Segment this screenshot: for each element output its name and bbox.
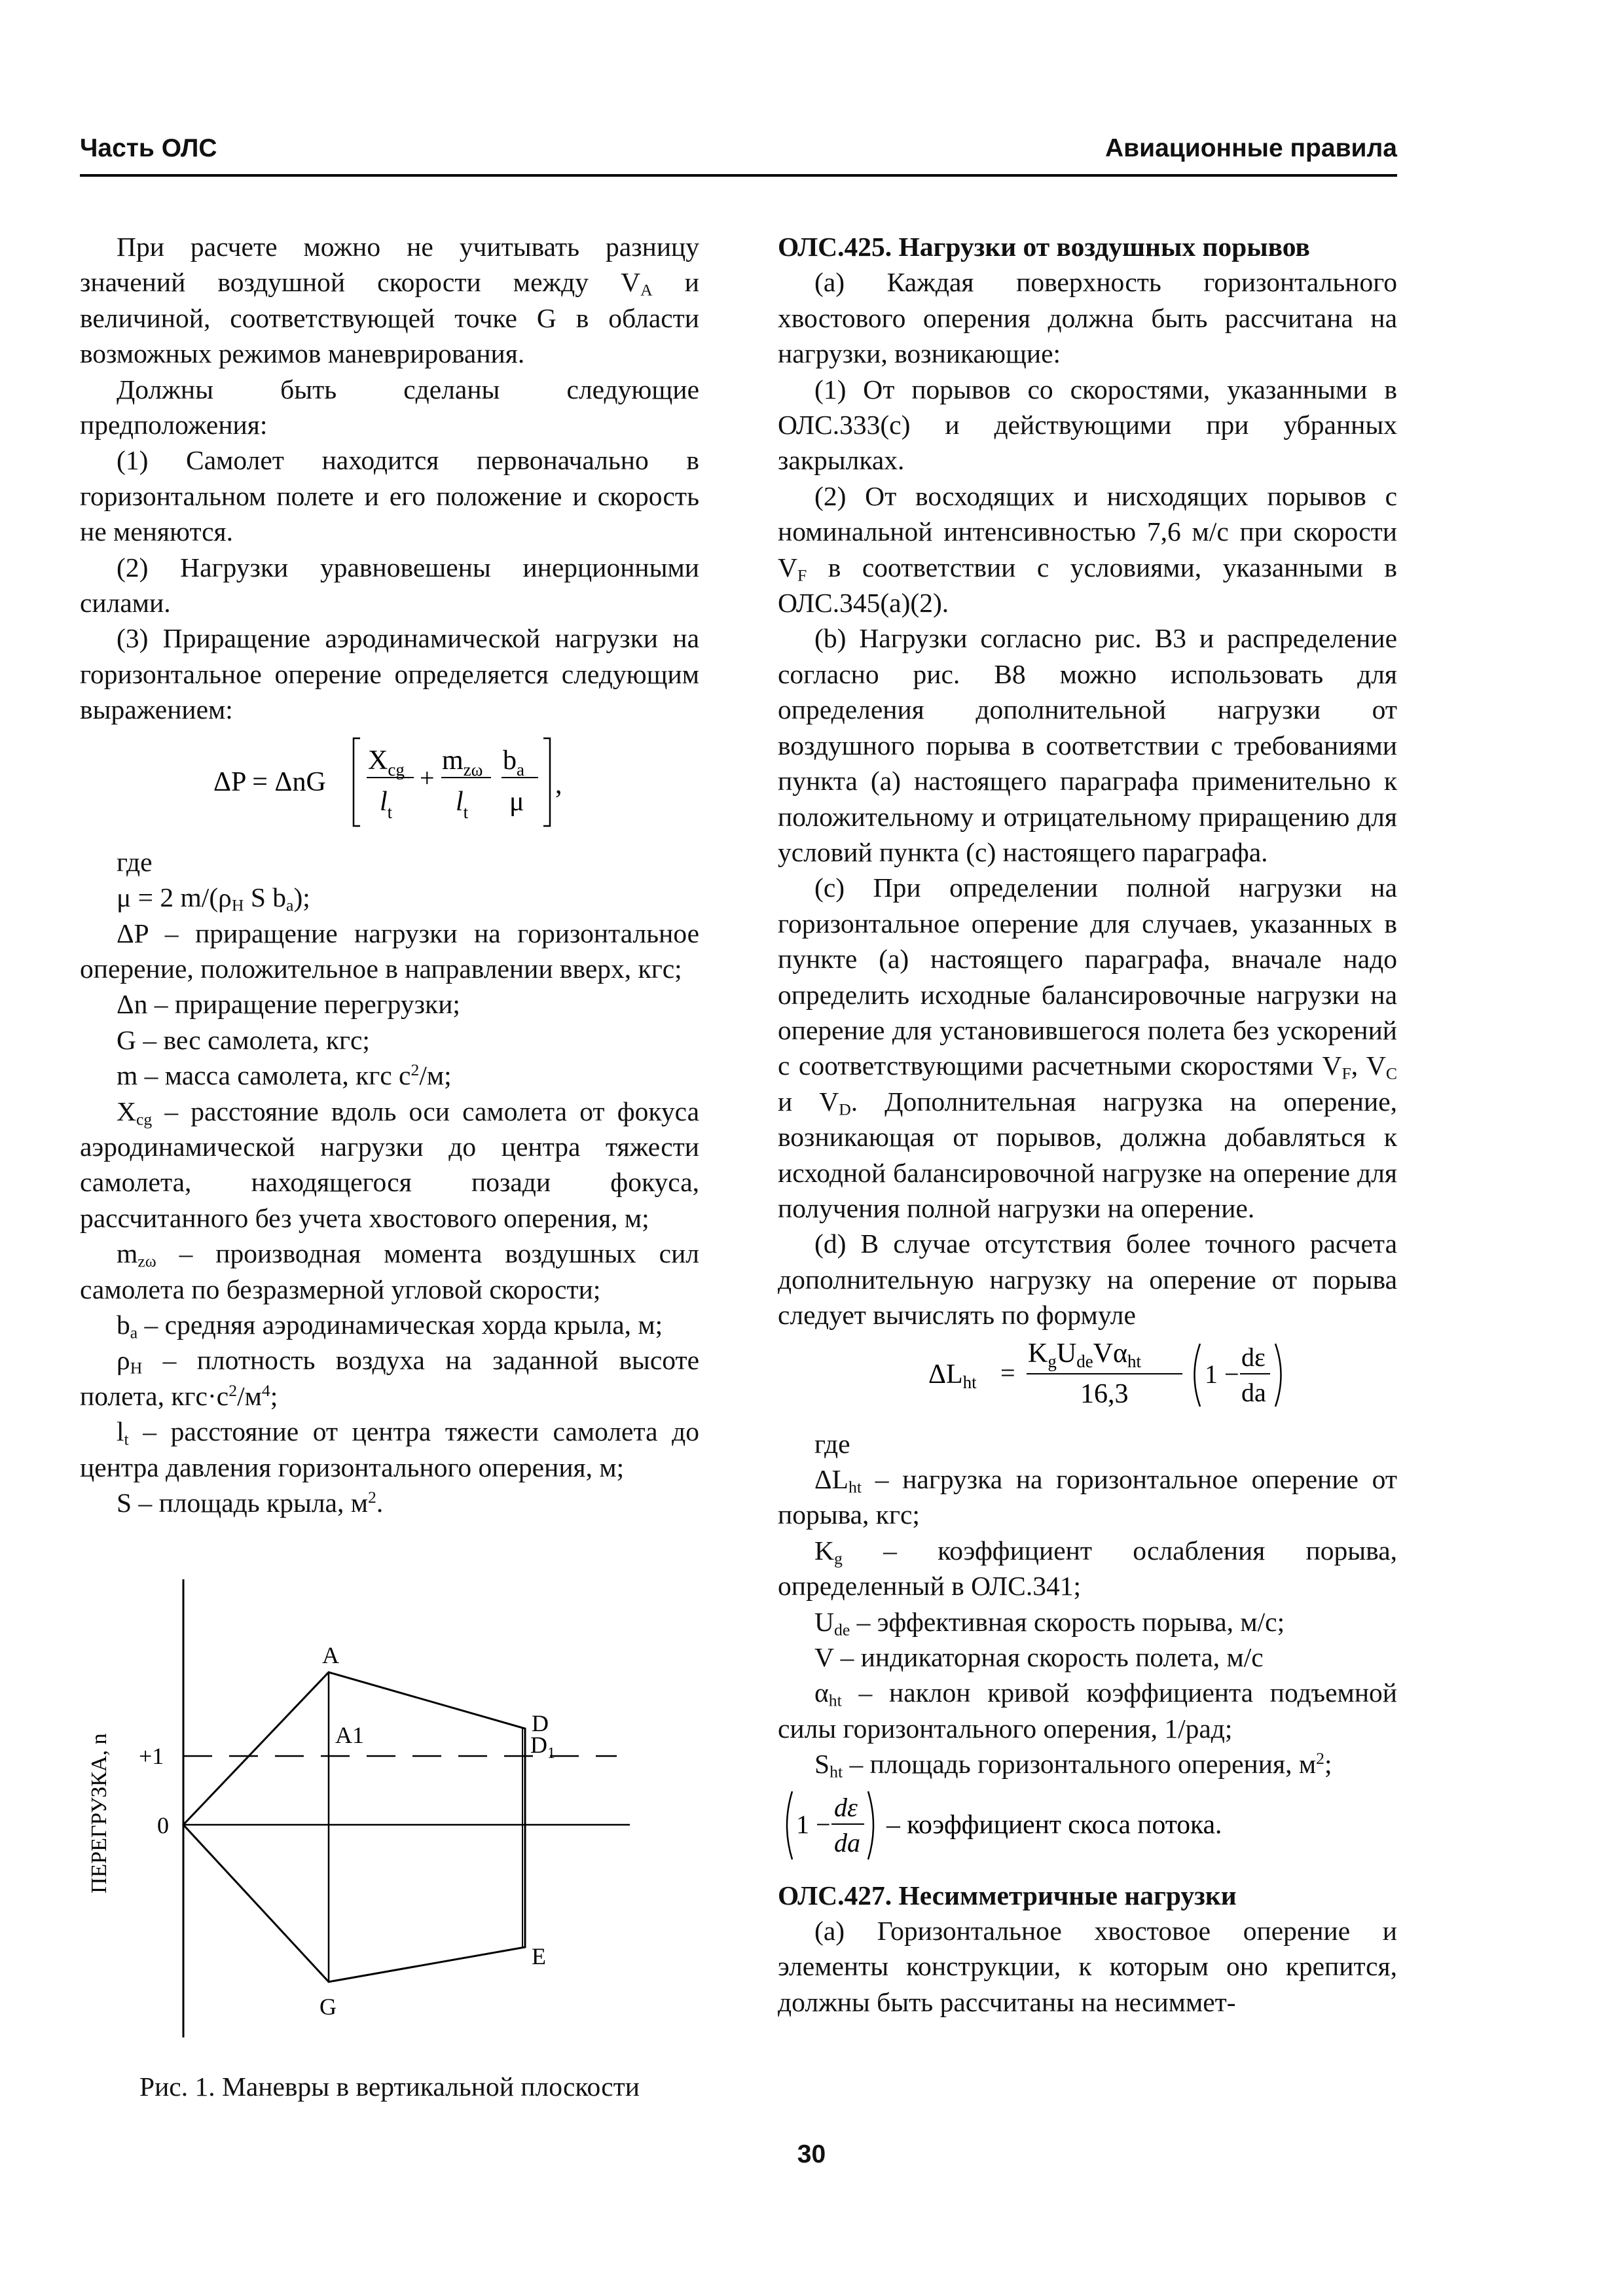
figure-caption: Рис. 1. Маневры в вертикальной плоскости — [139, 2071, 640, 2102]
svg-text:mzω: $m_{z\omega}$ — [442, 745, 483, 780]
svg-text:1 −: 1 − — [796, 1809, 831, 1839]
def-v: V – индикаторная скорость полета, м/с — [814, 1642, 1264, 1673]
running-header-left: Часть ОЛС — [80, 134, 217, 162]
y-axis-label: ПЕРЕГРУЗКА, n — [87, 1733, 111, 1894]
def-downwash — [778, 1787, 1397, 1863]
paragraph: (с) При определении полной нагрузки на горизонтальное оперение для случаев, указанных в пункте (а) настоящего параграфа, вначале надо определить исходные балансировочные нагрузки на оперение для установившегося полета без ускорений с соответствующими расчетными скоростями $V_F$, $V_C$ и $V_D$. Дополнительная нагрузка на оперение, возникающая от порывов, должна добавляться к исходной балансировочной нагрузке на оперение для получения полной нагрузки на оперение. — [778, 872, 1397, 1223]
def-dp: ΔP – приращение нагрузки на горизонтальное оперение, положительное в направлении вверх, кгс; — [80, 918, 699, 984]
point-a: A — [322, 1642, 339, 1669]
paragraph: (2) От восходящих и нисходящих порывов с номинальной интенсивностью 7,6 м/с при скорости $V_F$ в соответствии с условиями, указанными в ОЛС.345(а)(2). — [778, 480, 1397, 619]
svg-text:Xcg: $X_{cg}$ — [368, 745, 405, 780]
left-column — [80, 229, 699, 2109]
paragraph: (1) Самолет находится первоначально в горизонтальном полете и его положение и скорость не меняются. — [80, 445, 699, 547]
def-xcg: $X_{cg}$ – расстояние вдоль оси самолета от фокуса аэродинамической нагрузки до центра тяжести самолета, находящегося позади фокуса, рассчитанного без учета хвостового оперения, м; — [80, 1096, 699, 1233]
paragraph: (1) От порывов со скоростями, указанными в ОЛС.333(с) и действующими при убранных закрылках. — [778, 374, 1397, 476]
running-header-right: Авиационные правила — [1104, 134, 1397, 162]
svg-text:ΔLht: ΔLht — [928, 1359, 977, 1392]
formula-lhs: ΔP = ΔnG — [213, 766, 326, 797]
paragraph: (2) Нагрузки уравновешены инерционными силами. — [80, 552, 699, 619]
where-label: где — [814, 1428, 850, 1459]
svg-text:da: da — [1241, 1377, 1266, 1407]
tick-plus1: +1 — [139, 1743, 164, 1770]
paragraph: Должны быть сделаны следующие предположения: — [80, 374, 699, 440]
def-ba: $b_a$ – средняя аэродинамическая хорда крыла, м; — [117, 1309, 663, 1342]
point-a1: A1 — [335, 1722, 364, 1749]
def-mu: μ = 2 $m/(\rho_H$ S $b_a$); — [117, 882, 310, 915]
formula-delta-p — [80, 733, 699, 831]
paragraph: (d) В случае отсутствия более точного расчета дополнительную нагрузку на оперение от порыва следует вычислять по формуле — [778, 1229, 1397, 1331]
def-lt: $l_t$ – расстояние от центра тяжести самолета до центра давления горизонтального оперения, м; — [80, 1416, 699, 1482]
def-sht: $S_{ht}$ – площадь горизонтального оперения, $м^2$; — [814, 1749, 1332, 1782]
point-g: G — [319, 1994, 337, 2020]
right-column — [778, 229, 1397, 2020]
svg-text:=: = — [1000, 1357, 1015, 1388]
paragraph: (а) Горизонтальное хвостовое оперение и элементы конструкции, к которым оно крепится, должны быть рассчитаны на несиммет- — [778, 1916, 1397, 2017]
def-dn: Δn – приращение перегрузки; — [117, 989, 460, 1020]
def-mzw: $m_{z\omega}$ – производная момента воздушных сил самолета по безразмерной угловой скорости; — [80, 1238, 699, 1304]
svg-text:– коэффициент скоса потока.: – коэффициент скоса потока. — [886, 1808, 1222, 1839]
def-g: G – вес самолета, кгс; — [117, 1024, 370, 1055]
point-d: D — [532, 1710, 549, 1737]
def-kg: $K_g$ – коэффициент ослабления порыва, определенный в ОЛС.341; — [778, 1535, 1397, 1602]
def-s: S – площадь крыла, $м^2$. — [117, 1487, 384, 1518]
def-dl: $\Delta L_{ht}$ – нагрузка на горизонтальное оперение от порыва, кгс; — [778, 1464, 1397, 1530]
svg-text:+: + — [420, 762, 435, 793]
section-heading-427: ОЛС.427. Несимметричные нагрузки — [778, 1880, 1237, 1910]
def-rho: $\rho_H$ – плотность воздуха на заданной высоте полета, $кгс\cdot с^2/м^4$; — [80, 1345, 699, 1411]
def-m: m – масса самолета, кгс $с^2/м$; — [117, 1060, 452, 1091]
section-heading-425: ОЛС.425. Нагрузки от воздушных порывов — [778, 232, 1310, 262]
svg-text:16,3: 16,3 — [1080, 1378, 1129, 1409]
svg-text:,: , — [555, 769, 562, 800]
svg-text:dε: dε — [834, 1792, 858, 1822]
header-rule — [80, 174, 1397, 177]
paragraph: (а) Каждая поверхность горизонтального хвостового оперения должна быть рассчитана на нагрузки, возникающие: — [778, 267, 1397, 369]
paragraph: (b) Нагрузки согласно рис. В3 и распределение согласно рис. В8 можно использовать для определения дополнительной нагрузки от воздушного порыва в соответствии с требованиями пункта (а) настоящего параграфа применительно к положительному и отрицательному приращению для условий пункта (с) настоящего параграфа. — [778, 623, 1397, 867]
formula-delta-l — [778, 1336, 1397, 1414]
svg-text:ba: $b_a$ — [503, 745, 524, 780]
envelope — [183, 1672, 525, 1982]
bracket-right — [543, 738, 550, 826]
svg-text:dε: dε — [1241, 1342, 1266, 1372]
tick-zero: 0 — [157, 1812, 169, 1839]
svg-text:KgUdeVαht: KgUdeVαht — [1028, 1338, 1142, 1371]
paragraph: (3) Приращение аэродинамической нагрузки на горизонтальное оперение определяется следующим выражением: — [80, 623, 699, 725]
def-ude: $U_{de}$ – эффективная скорость порыва, м/с; — [814, 1606, 1285, 1640]
svg-text:lt: $l_t$ — [456, 786, 469, 822]
where-label: где — [117, 846, 153, 877]
svg-text:da: da — [834, 1827, 860, 1857]
bracket-left — [354, 738, 360, 826]
maneuver-diagram — [80, 1553, 699, 2109]
def-aht: $\alpha_{ht}$ – наклон кривой коэффициента подъемной силы горизонтального оперения, 1/рад; — [778, 1677, 1397, 1744]
page-number: 30 — [797, 2140, 826, 2168]
svg-text:1 −: 1 − — [1205, 1359, 1239, 1389]
paragraph: При расчете можно не учитывать разницу значений воздушной скорости между $V_A$ и величиной, соответствующей точке G в области возможных режимов маневрирования. — [80, 232, 699, 369]
svg-text:lt: $l_t$ — [380, 786, 393, 822]
point-d1: $D_1$ — [530, 1732, 555, 1763]
point-e: E — [532, 1943, 546, 1970]
svg-text:μ: μ — [509, 786, 524, 817]
